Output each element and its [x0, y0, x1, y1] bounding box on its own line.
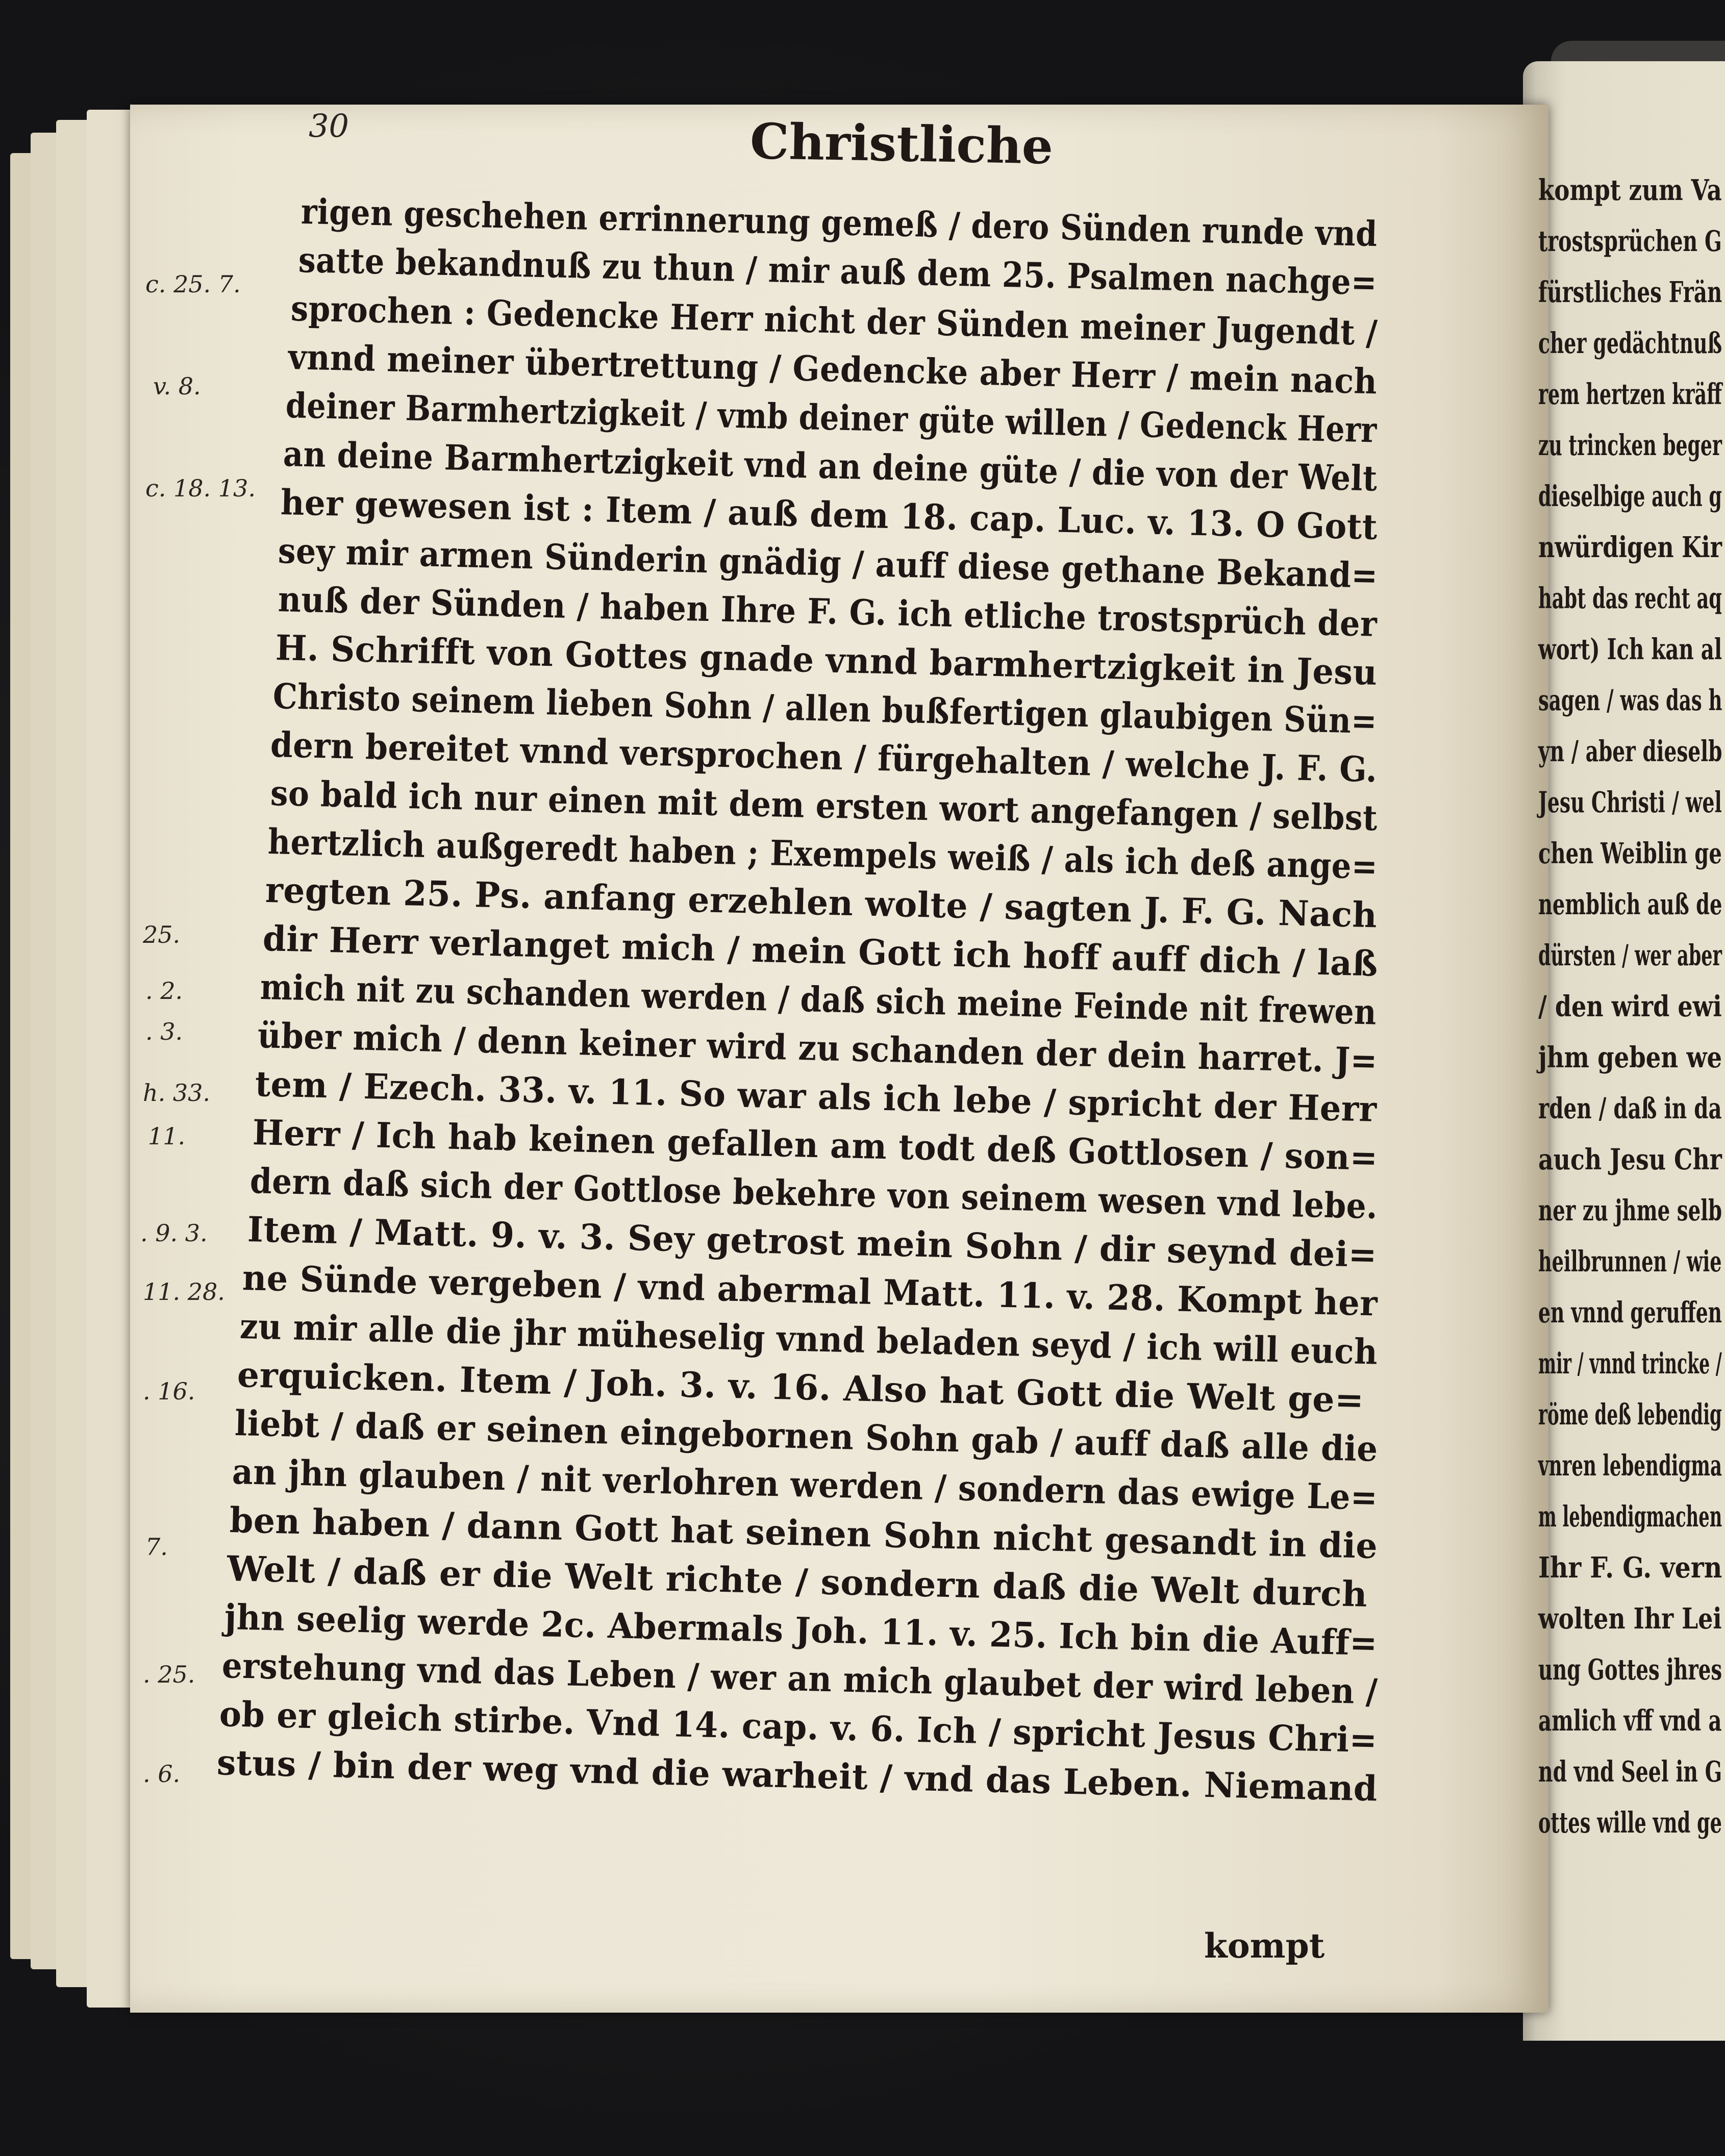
- right-page-line: rden / daß in da: [1538, 1092, 1722, 1125]
- right-page-line: cher gedächtnuß: [1538, 327, 1722, 360]
- text-line: Herr / Ich hab keinen gefallen am todt deß Gottlosen / son=: [252, 1112, 1379, 1179]
- right-page-line: fürstliches Frän: [1538, 275, 1722, 309]
- margin-note: . 6.: [143, 1760, 181, 1788]
- catchword: kompt: [1204, 1926, 1325, 1966]
- right-page-line: heilbrunnen / wie: [1538, 1245, 1722, 1278]
- page-number: 30: [309, 107, 349, 144]
- right-page-line: nd vnd Seel in G: [1538, 1755, 1722, 1789]
- right-page-line: röme deß lebendig: [1538, 1398, 1722, 1432]
- text-line: mich nit zu schanden werden / daß sich meine Feinde nit frewen: [260, 967, 1377, 1033]
- text-line: Welt / daß er die Welt richte / sondern daß die Welt durch: [227, 1548, 1368, 1615]
- margin-note: 25.: [143, 921, 181, 948]
- right-page-line: Jesu Christi / wel: [1538, 786, 1722, 819]
- margin-note: 7.: [145, 1533, 168, 1561]
- right-page-line: wort) Ich kan al: [1538, 633, 1722, 666]
- text-line: dern bereitet vnnd versprochen / fürgehalten / welche J. F. G.: [270, 724, 1378, 791]
- margin-note: 11. 28.: [143, 1278, 225, 1306]
- right-page-line: vnren lebendigma: [1538, 1449, 1722, 1483]
- right-page-line: dieselbige auch g: [1538, 480, 1722, 513]
- text-line: liebt / daß er seinen eingebornen Sohn gab / auff daß alle die: [234, 1403, 1379, 1470]
- right-page-line: en vnnd geruffen: [1538, 1296, 1722, 1330]
- right-page-line: nemblich auß de: [1538, 888, 1722, 921]
- right-page-line: habt das recht aq: [1538, 582, 1722, 615]
- text-line: nuß der Sünden / haben Ihre F. G. ich etliche trostsprüch der: [278, 579, 1378, 645]
- text-line: zu mir alle die jhr müheselig vnnd beladen seyd / ich will euch: [239, 1306, 1379, 1373]
- margin-note: . 25.: [143, 1661, 195, 1688]
- text-line: vnnd meiner übertrettung / Gedencke aber Herr / mein nach: [288, 337, 1378, 403]
- text-line: satte bekandnuß zu thun / mir auß dem 25. Psalmen nachge=: [298, 240, 1378, 304]
- right-page-line: Ihr F. G. vern: [1538, 1551, 1722, 1585]
- margin-note: 11.: [148, 1122, 186, 1150]
- text-line: sey mir armen Sünderin gnädig / auff diese gethane Bekand=: [278, 531, 1379, 596]
- text-line: Item / Matt. 9. v. 3. Sey getrost mein Sohn / dir seynd dei=: [247, 1209, 1378, 1276]
- right-page-line: amlich vff vnd a: [1538, 1704, 1722, 1738]
- text-line: über mich / denn keiner wird zu schanden der dein harret. J=: [257, 1015, 1378, 1082]
- right-page-line: m lebendigmachen: [1538, 1500, 1722, 1534]
- right-page-line: ner zu jhme selb: [1538, 1194, 1722, 1227]
- text-line: ben haben / dann Gott hat seinen Sohn nicht gesandt in die: [229, 1500, 1379, 1567]
- right-page-line: zu trincken beger: [1538, 429, 1722, 462]
- text-line: jhn seelig werde 2c. Abermals Joh. 11. v. 25. Ich bin die Auff=: [224, 1597, 1378, 1664]
- text-line: rigen geschehen errinnerung gemeß / dero Sünden runde vnd: [301, 191, 1378, 255]
- text-line: hertzlich außgeredt haben ; Exempels weiß / als ich deß ange=: [267, 821, 1379, 888]
- margin-note: . 16.: [143, 1377, 195, 1405]
- text-line: dir Herr verlanget mich / mein Gott ich hoff auff dich / laß: [262, 918, 1379, 985]
- text-line: dern daß sich der Gottlose bekehre von seinem wesen vnd lebe.: [249, 1161, 1378, 1227]
- text-line: sprochen : Gedencke Herr nicht der Sünden meiner Jugendt /: [290, 288, 1378, 354]
- running-head: Christliche: [749, 112, 1054, 176]
- margin-note: h. 33.: [143, 1079, 211, 1107]
- text-line: stus / bin der weg vnd die warheit / vnd das Leben. Niemand: [216, 1742, 1378, 1810]
- right-page-line: trostsprüchen G: [1538, 224, 1722, 258]
- right-page-line: kompt zum Va: [1538, 173, 1722, 207]
- text-line: erquicken. Item / Joh. 3. v. 16. Also hat Gott die Welt ge=: [237, 1355, 1365, 1421]
- right-page-line: rem hertzen kräff: [1538, 378, 1722, 411]
- margin-note: v. 8.: [153, 372, 201, 400]
- text-line: erstehung vnd das Leben / wer an mich glaubet der wird leben /: [221, 1645, 1379, 1713]
- margin-note: c. 25. 7.: [145, 270, 241, 298]
- right-page-line: jhm geben we: [1538, 1041, 1722, 1074]
- right-page-line: dürsten / wer aber: [1538, 939, 1722, 972]
- right-page-line: mir / vnnd trincke /: [1538, 1347, 1722, 1381]
- right-page-line: / den wird ewi: [1538, 990, 1722, 1023]
- text-line: Christo seinem lieben Sohn / allen bußfertigen glaubigen Sün=: [272, 676, 1378, 742]
- text-line: so bald ich nur einen mit dem ersten wort angefangen / selbst: [270, 773, 1378, 839]
- text-line: an deine Barmhertzigkeit vnd an deine güte / die von der Welt: [283, 434, 1378, 499]
- text-line: H. Schrifft von Gottes gnade vnnd barmhertzigkeit in Jesu: [275, 628, 1378, 693]
- right-page-line: sagen / was das h: [1538, 684, 1722, 717]
- text-line: deiner Barmhertzigkeit / vmb deiner güte willen / Gedenck Herr: [285, 385, 1378, 451]
- text-line: ne Sünde vergeben / vnd abermal Matt. 11. v. 28. Kompt her: [242, 1258, 1378, 1324]
- margin-note: . 2.: [145, 977, 183, 1005]
- right-page-line: chen Weiblin ge: [1538, 837, 1722, 870]
- text-line: regten 25. Ps. anfang erzehlen wolte / sagten J. F. G. Nach: [265, 870, 1378, 936]
- text-line: ob er gleich stirbe. Vnd 14. cap. v. 6. Ich / spricht Jesus Chri=: [219, 1694, 1378, 1761]
- margin-note: . 3.: [145, 1018, 183, 1045]
- text-line: her gewesen ist : Item / auß dem 18. cap. Luc. v. 13. O Gott: [280, 482, 1378, 548]
- text-line: tem / Ezech. 33. v. 11. So war als ich lebe / spricht der Herr: [255, 1064, 1378, 1130]
- text-line: an jhn glauben / nit verlohren werden / sondern das ewige Le=: [232, 1451, 1379, 1518]
- margin-note: . 9. 3.: [140, 1219, 208, 1247]
- right-page-line: wolten Ihr Lei: [1538, 1602, 1722, 1636]
- margin-note: c. 18. 13.: [145, 474, 256, 502]
- right-page-line: ung Gottes jhres: [1538, 1653, 1722, 1687]
- right-page-line: ottes wille vnd ge: [1538, 1806, 1722, 1840]
- right-page-line: auch Jesu Chr: [1538, 1143, 1722, 1176]
- right-page-line: nwürdigen Kir: [1538, 531, 1722, 564]
- right-page-line: yn / aber dieselb: [1538, 735, 1722, 768]
